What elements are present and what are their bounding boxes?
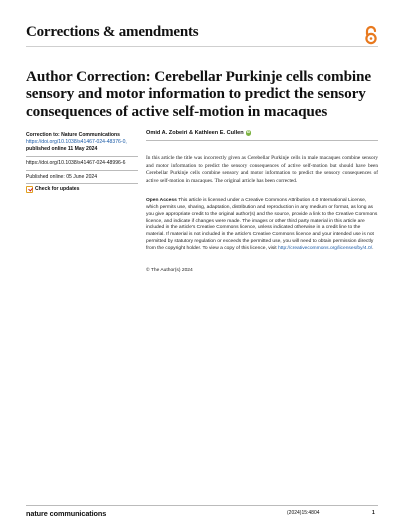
open-access-text: This article is licensed under a Creative Commons Attribution 4.0 International License, which permits use, sharing, adaptation, distribution and reproduction in any medium or format, as long as you give appropriate credit to the original author(s) and the source, provide a link to the Creative Commons licence, and indicate if changes were made. The images or other third party material in this article are included in the article's Creative Commons licence, unless indicated otherwise in a credit line to the material. If material is not included in the article's Creative Commons licence and your intended use is not permitted by statutory regulation or exceeds the permitted use, you will need to obtain permission directly from the copyright holder. To view a copy of this licence, visit xyxy=(146,198,378,251)
journal-name: nature communications xyxy=(26,509,107,518)
page-number: 1 xyxy=(372,510,375,516)
open-access-icon xyxy=(364,25,378,45)
authors-divider xyxy=(146,140,378,141)
open-access-label: Open Access xyxy=(146,198,177,203)
check-for-updates-button[interactable] xyxy=(26,186,138,193)
correction-body: In this article the title was incorrectly given as Cerebellar Purkinje cells in male macaques combine sensory and motor information to predict the sensory consequences of active self-motion but should have been Cerebellar Purkinje cells combine sensory and motor information to predict the sensory consequences of active self-motion in macaques. The original article has been corrected. xyxy=(146,155,378,184)
check-updates-label: Check for updates xyxy=(35,186,80,192)
sidebar-divider xyxy=(26,170,138,171)
sidebar-divider xyxy=(26,183,138,184)
article-title: Author Correction: Cerebellar Purkinje cells combine sensory and motor information to predict the sensory consequences of active self-motion in macaques xyxy=(26,68,372,120)
copyright: © The Author(s) 2024 xyxy=(146,268,193,273)
article-doi-link[interactable]: https://doi.org/10.1038/s41467-024-48996-6 xyxy=(26,160,126,166)
header-divider xyxy=(26,46,378,47)
correction-info xyxy=(26,132,138,153)
published-online: Published online: 05 June 2024 xyxy=(26,174,98,180)
correction-label: Correction to: Nature Communications xyxy=(26,132,120,138)
authors-text: Omid A. Zobeiri & Kathleen E. Cullen xyxy=(146,130,244,136)
correction-published-date: published online 11 May 2024 xyxy=(26,146,98,152)
open-access-end: . xyxy=(372,245,374,251)
license-link[interactable]: http://creativecommons.org/licenses/by/4.0/ xyxy=(278,245,373,251)
orcid-icon[interactable]: iD xyxy=(246,130,251,135)
section-title: Corrections & amendments xyxy=(26,24,199,40)
open-access-statement xyxy=(146,198,378,253)
sidebar-divider xyxy=(26,156,138,157)
check-updates-icon xyxy=(26,186,33,193)
author-list xyxy=(146,130,251,136)
correction-doi-link[interactable]: https://doi.org/10.1038/s41467-024-48376-0, xyxy=(26,139,127,145)
citation: (2024)15:4804 xyxy=(287,510,320,516)
footer-divider xyxy=(26,505,378,506)
